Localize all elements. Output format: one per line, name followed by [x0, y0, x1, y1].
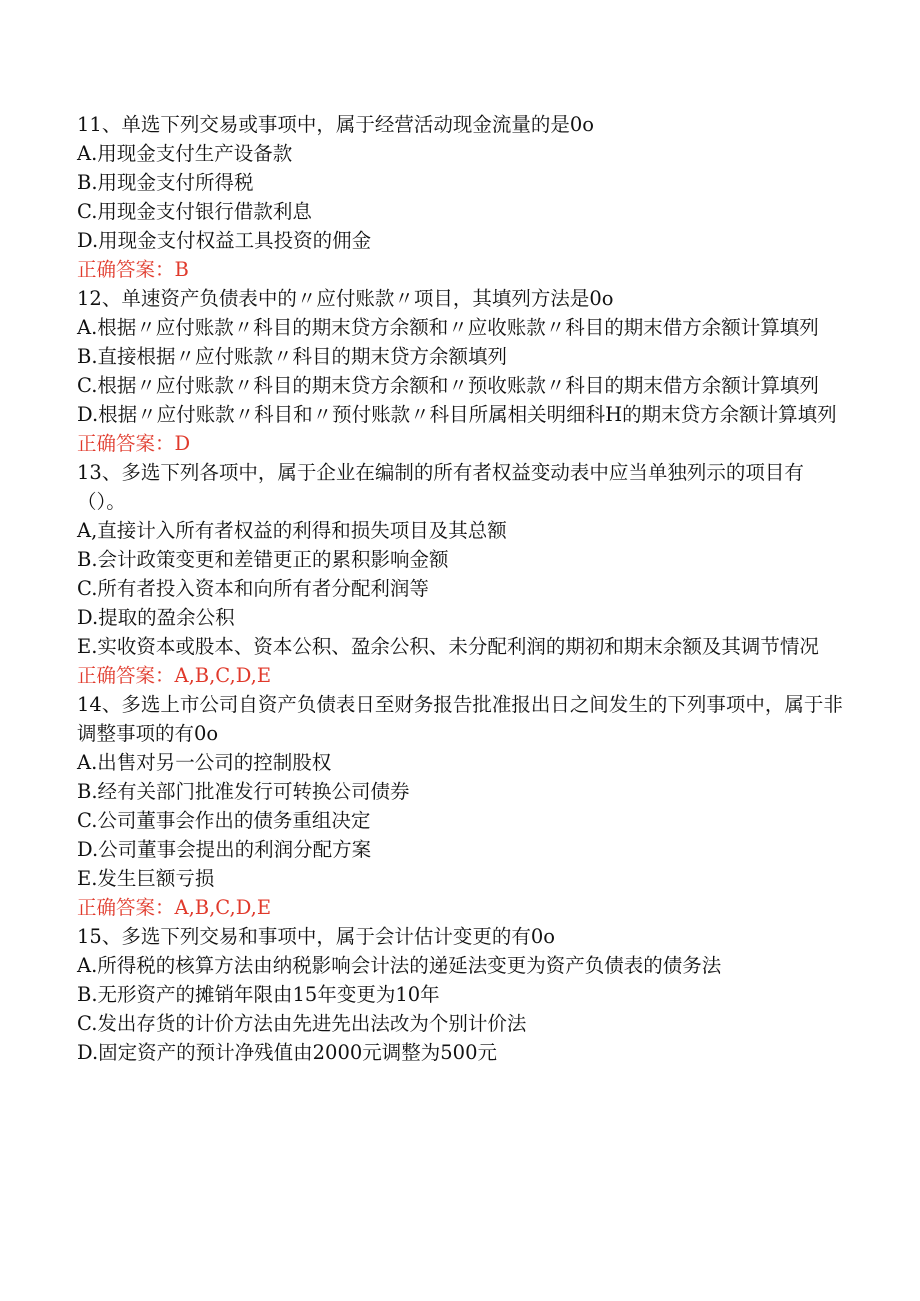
question-stem: 11、单选下列交易或事项中，属于经营活动现金流量的是0o	[77, 113, 594, 136]
correct-answer: 正确答案：D	[77, 432, 191, 455]
question-15	[77, 922, 847, 1067]
option-d: D.根据〃应付账款〃科目和〃预付账款〃科目所属相关明细科H的期末贷方余额计算填列	[77, 403, 837, 426]
option-a: A,直接计入所有者权益的利得和损失项目及其总额	[77, 519, 507, 542]
option-b: B.直接根据〃应付账款〃科目的期末贷方余额填列	[77, 345, 508, 368]
exam-document	[77, 110, 847, 1067]
option-c: C.根据〃应付账款〃科目的期末贷方余额和〃预收账款〃科目的期末借方余额计算填列	[77, 374, 819, 397]
question-11	[77, 110, 847, 284]
option-b: B.经有关部门批准发行可转换公司债券	[77, 780, 410, 803]
option-d: D.公司董事会提出的利润分配方案	[77, 838, 372, 861]
option-c: C.公司董事会作出的债务重组决定	[77, 809, 371, 832]
question-12	[77, 284, 847, 458]
option-a: A.所得税的核算方法由纳税影响会计法的递延法变更为资产负债表的债务法	[77, 954, 722, 977]
option-d: D.固定资产的预计净残值由2000元调整为500元	[77, 1041, 497, 1064]
option-a: A.用现金支付生产设备款	[77, 142, 293, 165]
option-b: B.用现金支付所得税	[77, 171, 254, 194]
question-stem: 13、多选下列各项中，属于企业在编制的所有者权益变动表中应当单独列示的项目有（）。	[77, 461, 804, 513]
option-c: C.用现金支付银行借款利息	[77, 200, 312, 223]
correct-answer: 正确答案：B	[77, 258, 189, 281]
option-b: B.无形资产的摊销年限由15年变更为10年	[77, 983, 440, 1006]
question-13	[77, 458, 847, 690]
option-d: D.用现金支付权益工具投资的佣金	[77, 229, 372, 252]
correct-answer: 正确答案：A,B,C,D,E	[77, 664, 272, 687]
question-stem: 15、多选下列交易和事项中，属于会计估计变更的有0o	[77, 925, 555, 948]
option-d: D.提取的盈余公积	[77, 606, 235, 629]
option-e: E.实收资本或股本、资本公积、盈余公积、未分配利润的期初和期末余额及其调节情况	[77, 635, 819, 658]
question-stem: 12、单速资产负债表中的〃应付账款〃项目，其填列方法是0o	[77, 287, 614, 310]
correct-answer: 正确答案：A,B,C,D,E	[77, 896, 272, 919]
question-stem: 14、多选上市公司自资产负债表日至财务报告批准报出日之间发生的下列事项中，属于非调整事项的有0o	[77, 693, 843, 745]
question-14	[77, 690, 847, 922]
option-a: A.出售对另一公司的控制股权	[77, 751, 332, 774]
option-e: E.发生巨额亏损	[77, 867, 215, 890]
option-c: C.所有者投入资本和向所有者分配利润等	[77, 577, 429, 600]
option-c: C.发出存货的计价方法由先进先出法改为个别计价法	[77, 1012, 527, 1035]
option-a: A.根据〃应付账款〃科目的期末贷方余额和〃应收账款〃科目的期末借方余额计算填列	[77, 316, 819, 339]
option-b: B.会计政策变更和差错更正的累积影响金额	[77, 548, 449, 571]
